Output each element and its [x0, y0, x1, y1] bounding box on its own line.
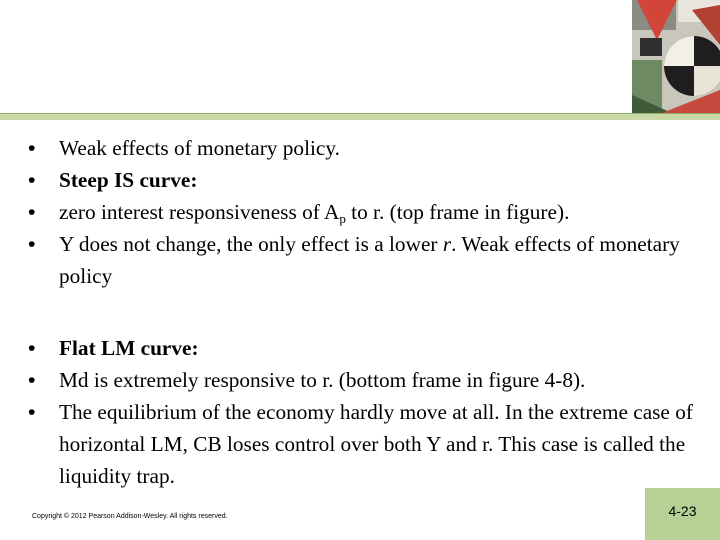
bullet-dot: •	[28, 336, 36, 360]
bullet-item	[28, 364, 708, 396]
bullet-item	[28, 396, 708, 492]
bullet-item	[28, 332, 708, 364]
bullet-dot: •	[28, 168, 36, 192]
italic-variable: r	[442, 232, 452, 256]
header-rule	[0, 113, 720, 120]
header-rule-line	[0, 113, 720, 114]
bullet-dot: •	[28, 136, 36, 160]
bullet-text: Y does not change, the only effect is a lower	[59, 232, 443, 256]
bullet-text: Weak effects of monetary policy.	[59, 136, 340, 160]
bullet-heading-steep-is: Steep IS curve:	[59, 168, 198, 192]
subscript: p	[339, 211, 346, 226]
bullet-heading-flat-lm: Flat LM curve:	[59, 336, 199, 360]
bullet-list	[28, 132, 708, 492]
bullet-item	[28, 196, 708, 228]
bullet-item	[28, 228, 708, 292]
bullet-text: zero interest responsiveness of A	[59, 200, 340, 224]
bullet-text: to r. (top frame in figure).	[345, 200, 570, 224]
bullet-dot: •	[28, 368, 36, 392]
slide-number: 4-23	[645, 488, 720, 540]
spacer	[28, 292, 708, 332]
bullet-dot: •	[28, 400, 36, 424]
bullet-dot: •	[28, 200, 36, 224]
decorative-artwork	[632, 0, 720, 113]
copyright-notice: Copyright © 2012 Pearson Addison-Wesley. All rights reserved.	[32, 513, 228, 520]
bullet-text: Md is extremely responsive to r. (bottom frame in figure 4-8).	[59, 368, 586, 392]
bullet-text: The equilibrium of the economy hardly move at all. In the extreme case of horizontal LM, CB loses control over both Y and r. This case is called the liquidity trap.	[59, 400, 693, 488]
bullet-dot: •	[28, 232, 36, 256]
bullet-text: . Weak effects of monetary policy	[59, 232, 680, 288]
bullet-item	[28, 132, 708, 164]
bullet-item	[28, 164, 708, 196]
